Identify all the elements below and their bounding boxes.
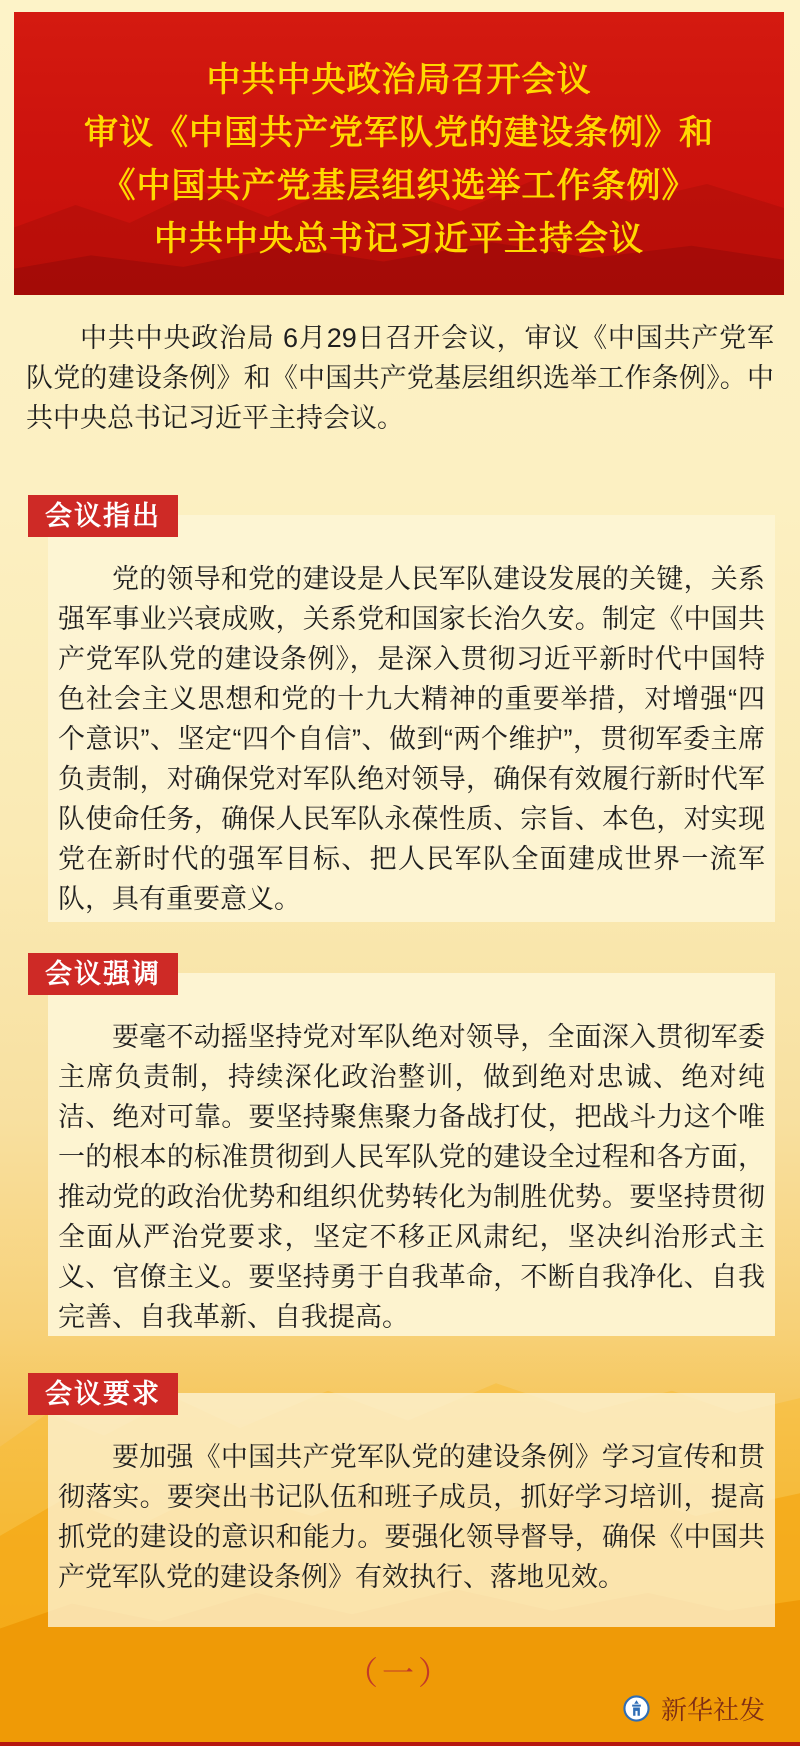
credit — [623, 1690, 765, 1727]
intro-paragraph: 中共中央政治局 6月29日召开会议，审议《中国共产党军队党的建设条例》和《中国共产党基层组织选举工作条例》。中共中央总书记习近平主持会议。 — [26, 323, 774, 433]
section-label-meeting-stressed: 会议强调 — [28, 953, 178, 995]
section-body-text: 党的领导和党的建设是人民军队建设发展的关键，关系强军事业兴衰成败，关系党和国家长治久安。制定《中国共产党军队党的建设条例》，是深入贯彻习近平新时代中国特色社会主义思想和党的十九大精神的重要举措，对增强“四个意识”、坚定“四个自信”、做到“两个维护”，贯彻军委主席负责制，对确保党对军队绝对领导，确保有效履行新时代军队使命任务，确保人民军队永葆性质、宗旨、本色，对实现党在新时代的强军目标、把人民军队全面建成世界一流军队，具有重要意义。 — [58, 564, 765, 914]
section-body-text: 要加强《中国共产党军队党的建设条例》学习宣传和贯彻落实。要突出书记队伍和班子成员，抓好学习培训，提高抓党的建设的意识和能力。要强化领导督导，确保《中国共产党军队党的建设条例》有效执行、落地见效。 — [58, 1442, 765, 1592]
bottom-divider — [0, 1742, 800, 1746]
credit-label: 新华社发 — [660, 1695, 765, 1725]
xinhua-logo-icon — [623, 1695, 650, 1722]
title-line-1: 中共中央政治局召开会议 — [206, 61, 592, 99]
section-label-meeting-required: 会议要求 — [28, 1373, 178, 1415]
section-body-box — [48, 973, 775, 1336]
title-line-4: 中共中央总书记习近平主持会议 — [154, 220, 644, 258]
title-line-3: 《中国共产党基层组织选举工作条例》 — [101, 167, 697, 205]
title-line-2: 审议《中国共产党军队党的建设条例》和 — [84, 114, 714, 152]
page-number: （一） — [345, 1655, 454, 1691]
section-body-box — [48, 1393, 775, 1627]
header-banner — [14, 12, 784, 295]
section-label-meeting-pointed-out: 会议指出 — [28, 495, 178, 537]
section-body-text: 要毫不动摇坚持党对军队绝对领导，全面深入贯彻军委主席负责制，持续深化政治整训，做到绝对忠诚、绝对纯洁、绝对可靠。要坚持聚焦聚力备战打仗，把战斗力这个唯一的根本的标准贯彻到人民军队党的建设全过程和各方面，推动党的政治优势和组织优势转化为制胜优势。要坚持贯彻全面从严治党要求，坚定不移正风肃纪，坚决纠治形式主义、官僚主义。要坚持勇于自我革命，不断自我净化、自我完善、自我革新、自我提高。 — [58, 1022, 765, 1332]
page-title — [14, 12, 784, 266]
section-body-box — [48, 515, 775, 922]
